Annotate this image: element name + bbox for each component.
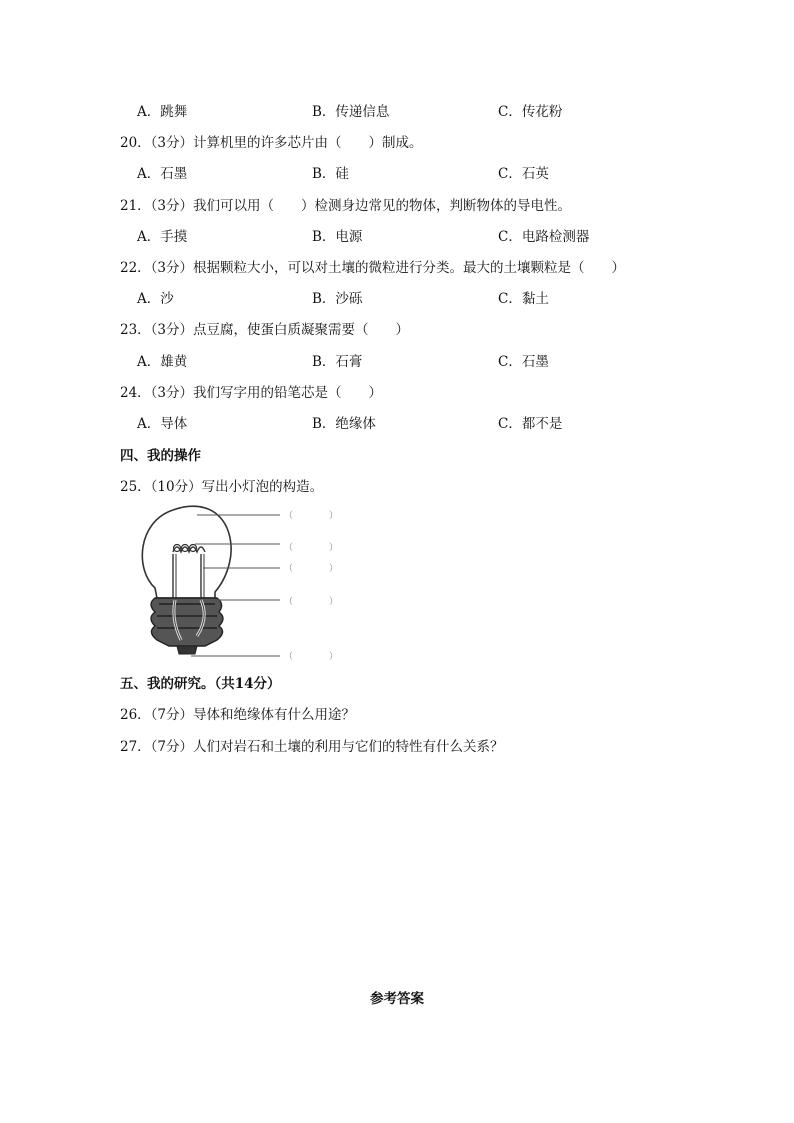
question-23: 23．（3分）点豆腐，使蛋白质凝聚需要（ ） bbox=[120, 322, 410, 338]
question-24: 24．（3分）我们写字用的铅笔芯是（ ） bbox=[120, 385, 383, 401]
blank-label-4: （ ） bbox=[284, 597, 339, 607]
blank-label-2: （ ） bbox=[284, 543, 339, 553]
answer-key-title: 参考答案 bbox=[370, 991, 424, 1007]
question-20: 20．（3分）计算机里的许多芯片由（ ）制成。 bbox=[120, 135, 423, 151]
question-21: 21．（3分）我们可以用（ ）检测身边常见的物体，判断物体的导电性。 bbox=[120, 198, 572, 214]
blank-label-5: （ ） bbox=[284, 652, 339, 662]
q22-option-a: A．沙 bbox=[137, 291, 174, 307]
q19-option-a: A．跳舞 bbox=[137, 104, 188, 120]
question-22: 22．（3分）根据颗粒大小，可以对土壤的微粒进行分类。最大的土壤颗粒是（ ） bbox=[120, 260, 626, 276]
blank-label-3: （ ） bbox=[284, 564, 339, 574]
q23-option-a: A．雄黄 bbox=[137, 354, 188, 370]
q20-option-b: B．硅 bbox=[312, 166, 349, 182]
question-26: 26．（7分）导体和绝缘体有什么用途？ bbox=[120, 707, 356, 723]
q21-option-c: C．电路检测器 bbox=[498, 229, 590, 245]
q21-option-a: A．手摸 bbox=[137, 229, 188, 245]
question-27: 27．（7分）人们对岩石和土壤的利用与它们的特性有什么关系？ bbox=[120, 739, 504, 755]
q19-option-c: C．传花粉 bbox=[498, 104, 563, 120]
q20-option-c: C．石英 bbox=[498, 166, 549, 182]
q21-option-b: B．电源 bbox=[312, 229, 363, 245]
light-bulb-diagram bbox=[135, 500, 355, 670]
q24-option-a: A．导体 bbox=[137, 416, 188, 432]
q22-option-b: B．沙砾 bbox=[312, 291, 363, 307]
q24-option-b: B．绝缘体 bbox=[312, 416, 376, 432]
q22-option-c: C．黏土 bbox=[498, 291, 549, 307]
q23-option-b: B．石膏 bbox=[312, 354, 363, 370]
q24-option-c: C．都不是 bbox=[498, 416, 563, 432]
q20-option-a: A．石墨 bbox=[137, 166, 188, 182]
section-4-heading: 四、我的操作 bbox=[120, 448, 201, 464]
section-5-heading: 五、我的研究。（共14分） bbox=[120, 676, 281, 692]
question-25: 25．（10分）写出小灯泡的构造。 bbox=[120, 479, 324, 495]
q19-option-b: B．传递信息 bbox=[312, 104, 390, 120]
q23-option-c: C．石墨 bbox=[498, 354, 549, 370]
blank-label-1: （ ） bbox=[284, 511, 339, 521]
